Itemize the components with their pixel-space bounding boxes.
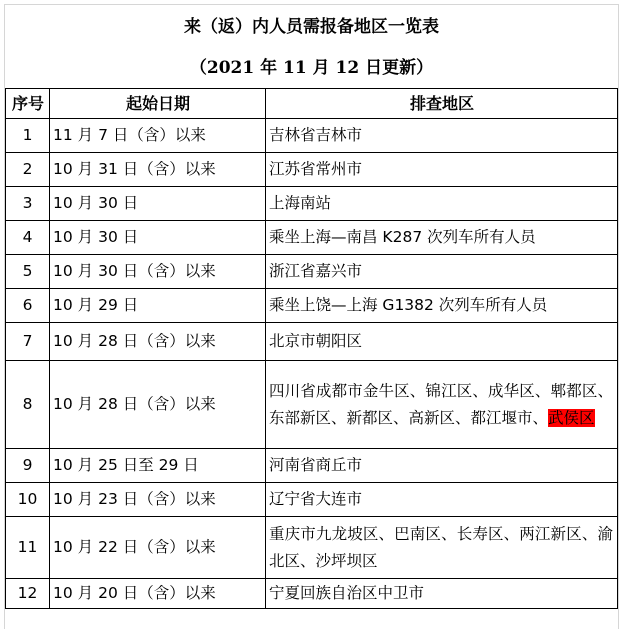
row-date: 10 月 20 日（含）以来: [50, 579, 266, 609]
row-area: 浙江省嘉兴市: [266, 255, 618, 289]
row-area-text: 四川省成都市金牛区、锦江区、成华区、郫都区、东部新区、新都区、高新区、都江堰市、: [269, 381, 613, 427]
table-row: [6, 255, 618, 289]
row-index: 7: [6, 323, 50, 361]
row-index: 8: [6, 361, 50, 449]
header-index: 序号: [6, 89, 50, 119]
row-index: 5: [6, 255, 50, 289]
row-index: 1: [6, 119, 50, 153]
row-date: 10 月 23 日（含）以来: [50, 483, 266, 517]
row-index: 2: [6, 153, 50, 187]
row-date: 10 月 30 日: [50, 187, 266, 221]
row-date: 10 月 31 日（含）以来: [50, 153, 266, 187]
row-date: 10 月 30 日: [50, 221, 266, 255]
table-row: [6, 361, 618, 449]
row-area: 北京市朝阳区: [266, 323, 618, 361]
row-area: 宁夏回族自治区中卫市: [266, 579, 618, 609]
row-date: 10 月 29 日: [50, 289, 266, 323]
row-area: 乘坐上饶—上海 G1382 次列车所有人员: [266, 289, 618, 323]
row-date: 11 月 7 日（含）以来: [50, 119, 266, 153]
row-index: 11: [6, 517, 50, 579]
row-index: 12: [6, 579, 50, 609]
table-row: [6, 323, 618, 361]
update-date-subtitle: （2021 年 11 月 12 日更新）: [189, 58, 434, 78]
row-date: 10 月 25 日至 29 日: [50, 449, 266, 483]
highlighted-area: 武侯区: [548, 408, 595, 427]
header-start-date: 起始日期: [50, 89, 266, 119]
table-row: [6, 517, 618, 579]
table-row: [6, 187, 618, 221]
row-area: [266, 361, 618, 449]
table-row: [6, 153, 618, 187]
row-date: 10 月 30 日（含）以来: [50, 255, 266, 289]
row-area: 辽宁省大连市: [266, 483, 618, 517]
row-area: 上海南站: [266, 187, 618, 221]
row-index: 9: [6, 449, 50, 483]
row-area: 江苏省常州市: [266, 153, 618, 187]
header-area: 排查地区: [266, 89, 618, 119]
region-table: [5, 88, 618, 609]
row-date: 10 月 22 日（含）以来: [50, 517, 266, 579]
row-index: 4: [6, 221, 50, 255]
document-title: 来（返）内人员需报备地区一览表: [184, 17, 439, 37]
table-row: [6, 221, 618, 255]
row-index: 3: [6, 187, 50, 221]
row-area: 河南省商丘市: [266, 449, 618, 483]
row-date: 10 月 28 日（含）以来: [50, 361, 266, 449]
row-area: 重庆市九龙坡区、巴南区、长寿区、两江新区、渝北区、沙坪坝区: [266, 517, 618, 579]
table-row: [6, 289, 618, 323]
table-row: [6, 483, 618, 517]
table-row: [6, 449, 618, 483]
row-area: 吉林省吉林市: [266, 119, 618, 153]
row-area: 乘坐上海—南昌 K287 次列车所有人员: [266, 221, 618, 255]
row-date: 10 月 28 日（含）以来: [50, 323, 266, 361]
table-row: [6, 579, 618, 609]
row-index: 6: [6, 289, 50, 323]
row-index: 10: [6, 483, 50, 517]
table-row: [6, 119, 618, 153]
table-header-row: [6, 89, 618, 119]
